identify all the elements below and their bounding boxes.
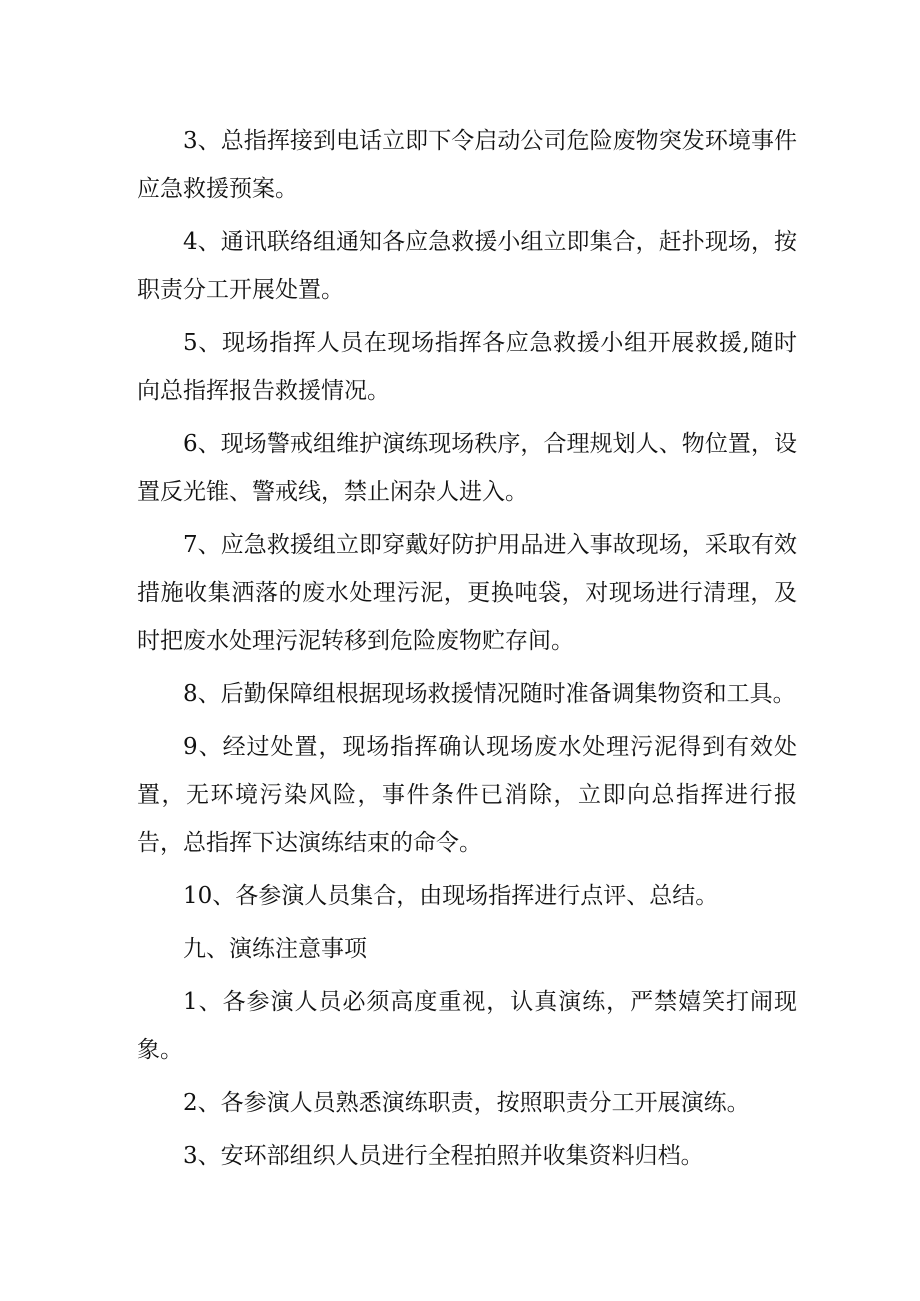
precaution-3-paragraph: 3、安环部组织人员进行全程拍照并收集资料归档。 — [183, 1143, 704, 1169]
step-9-paragraph: 9、经过处置，现场指挥确认现场废水处理污泥得到有效处置，无环境污染风险，事件条件已消除，立即向总指挥进行报告，总指挥下达演练结束的命令。 — [137, 734, 797, 856]
step-4-paragraph: 4、通讯联络组通知各应急救援小组立即集合，赶扑现场，按职责分工开展处置。 — [137, 229, 797, 303]
step-6-paragraph: 6、现场警戒组维护演练现场秩序，合理规划人、物位置，设置反光锥、警戒线，禁止闲杂人进入。 — [137, 431, 797, 505]
precaution-1-paragraph: 1、各参演人员必须高度重视，认真演练，严禁嬉笑打闹现象。 — [137, 989, 797, 1063]
step-8-paragraph: 8、后勤保障组根据现场救援情况随时准备调集物资和工具。 — [183, 681, 796, 707]
document-body — [137, 117, 797, 1185]
step-10-paragraph: 10、各参演人员集合，由现场指挥进行点评、总结。 — [183, 883, 719, 909]
section-heading-precautions: 九、演练注意事项 — [183, 936, 367, 962]
step-5-paragraph: 5、现场指挥人员在现场指挥各应急救援小组开展救援,随时向总指挥报告救援情况。 — [137, 330, 797, 404]
precaution-2-paragraph: 2、各参演人员熟悉演练职责，按照职责分工开展演练。 — [183, 1090, 750, 1116]
step-7-paragraph: 7、应急救援组立即穿戴好防护用品进入事故现场，采取有效措施收集洒落的废水处理污泥，更换吨袋，对现场进行清理，及时把废水处理污泥转移到危险废物贮存间。 — [137, 532, 797, 654]
step-3-paragraph: 3、总指挥接到电话立即下令启动公司危险废物突发环境事件应急救援预案。 — [137, 128, 797, 202]
